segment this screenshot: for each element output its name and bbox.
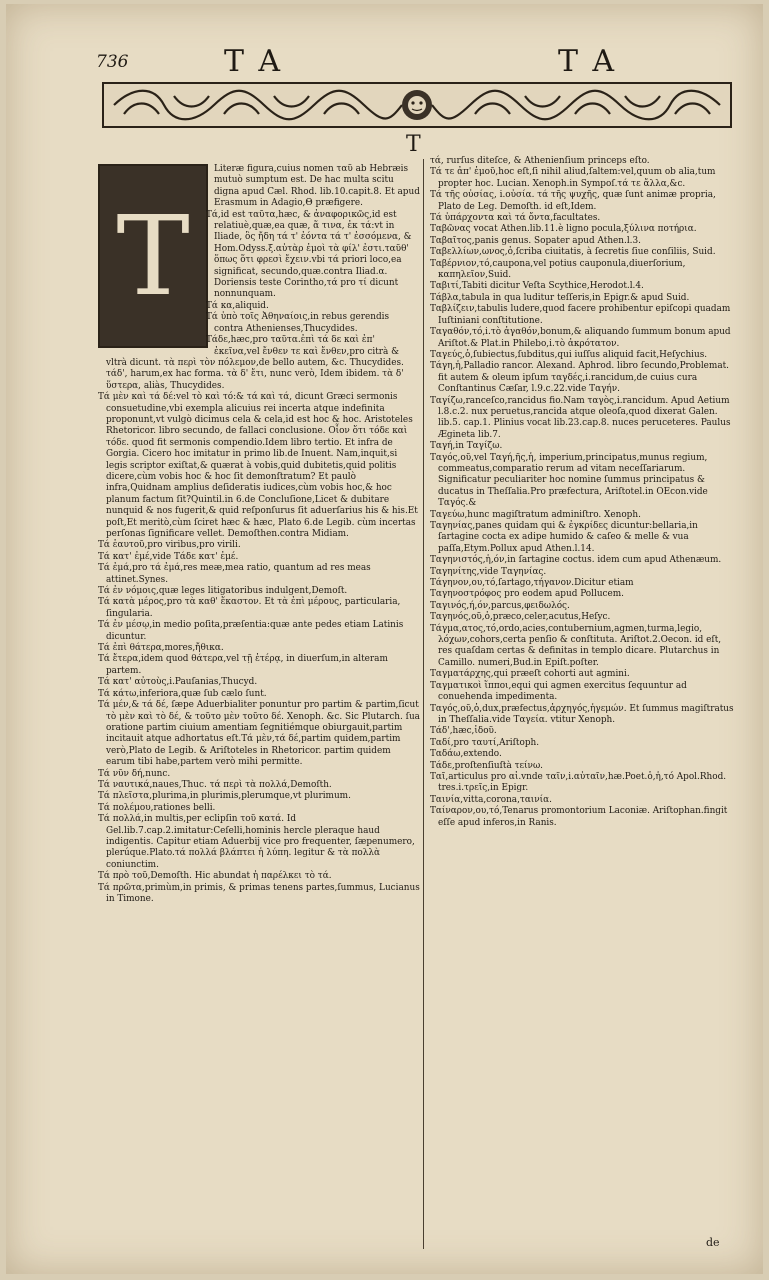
ornament-scroll-icon [104, 84, 730, 126]
dictionary-entry: Ταγηνοστρόφος pro eodem apud Pollucem. [430, 589, 625, 600]
dictionary-entry: Τά ἐπὶ θάτερα,mores,ἤθικα. [98, 643, 224, 654]
dictionary-entry: Ταβλίζειν,tabulis ludere,quod facere prohibentur epiſcopi quadam Iuſtiniani conſtitutione. [430, 304, 731, 326]
right-column [430, 156, 735, 829]
dictionary-entry: Ταγηνίας,panes quidam qui & ἐγκρίδες dicuntur:bellaria,in ſartagine cocta ex adipe humido & caſeo & melle & vua paſſa,Etym.Pollux apud Athen.l.14. [430, 521, 698, 554]
dictionary-entry: Ταβιτί,Tabiti dicitur Veſta Scythice,Herodot.l.4. [430, 281, 644, 292]
section-letter: T [406, 132, 421, 157]
dictionary-entry: Τάγηνον,ου,τό,ſartago,τήγανον.Dicitur etiam [430, 578, 634, 589]
dictionary-entry: Τά,id est ταῦτα,hæc, & ἀναφορικῶς,id est relatiuè,quæ,ea quæ, ἅ τινα, ἐκ τά:vt in Iliade, ὃς ἤδη τά τ' ἐόντα τά τ' ἐσσόμενα, & Hom.Odyss.ξ.αὐτὰρ ἐμοὶ τὰ φίλ' ἐστι.ταῦθ' ὅπως ὅτι φρεσὶ ἔχειν.vbi τά priori loco,ea significat, secundo,quæ.contra Iliad.α. Doriensis teste Corintho,τά pro τί dicunt nonnunquam. [206, 209, 412, 300]
dictionary-entry: Τά πλεῖστα,plurima,in plurimis,plerumque,vt plurimum. [98, 791, 351, 802]
dictionary-entry: Literæ figura,cuius nomen ταῦ ab Hebræis mutuò sumptum est. De hac multa scitu digna apud Cæl. Rhod. lib.10.capit.8. Et apud Erasmum in Adagio,Θ præfigere. [214, 164, 420, 209]
dictionary-entry: Τά ἐν νόμοις,quæ leges litigatoribus indulgent,Demoſt. [98, 586, 348, 597]
dictionary-entry: Ταγαθόν,τό,i.τὸ ἀγαθόν,bonum,& aliquando ſummum bonum apud Ariſtot.& Plat.in Philebo,i.τὸ ἀκρότατον. [430, 327, 731, 349]
dictionary-entry: Ταγματικοὶ ἵπποι,equi qui agmen exercitus ſequuntur ad conuehenda impedimenta. [430, 680, 687, 703]
dictionary-entry: Τά κατὰ μέρος,pro τὰ καθ' ἕκαστον. Et τὰ ἐπὶ μέρους, particularia, ſingularia. [98, 597, 401, 619]
dictionary-entry: Ταγηνίτης,vide Ταγηνίας. [430, 566, 547, 577]
book-page [6, 4, 763, 1274]
dictionary-entry: Ταγίζω,ranceſco,rancidus fio.Nam ταγὸς,i.rancidum. Apud Aetium l.8.c.2. nux peruetus,rancida atque oleoſa,quod dixerat Galen. lib.5. cap.1. Plinius vocat lib.23.cap.8. nuces peruceteres. Paulus Ægineta lib.7. [430, 395, 731, 440]
dictionary-entry: Τά μὲν καὶ τά δέ:vel τὸ καὶ τό:& τά καὶ τά, dicunt Græci sermonis consuetudine,vbi exempla alicuius rei incerta atque indefinita proponunt,vt vulgò dicimus cela & cela,id est hoc & hoc. Aristoteles Rhetoricor. libro secundo, de fallaci conclusione. Οἷον ὅτι τόδε καὶ τόδε. quod fit sermonis compendio.Idem libro tertio. Et infra de Gorgia. Cicero hoc imitatur in primo lib.de Inuent. Nam,inquit,si legis scriptor exiſtat,& quærat à vobis,quid dubitetis,quid politis dicere,cùm vobis hoc & hoc ſit demonſtratum? Et paulò infra,Quidnam amplius deſideratis iudices,cùm vobis hoc,& hoc planum factum ſit?Quintil.in 6.de Concluſione,Licet & dubitare nunquid & nos fugerit,& quid reſponſurus ſit aduerſarius his & his.Et poſt,Et meritò,cùm ſciret hæc & hæc, Plato 6.de Legib. cùm incertas perſonas ſignificare vellet. Demoſthen.contra Midiam. [98, 392, 418, 539]
dictionary-entry: Ταδί,pro ταυτί,Ariſtoph. [430, 737, 540, 748]
dictionary-entry: Τά τε ἀπ' ἐμοῦ,hoc eſt,ſi nihil aliud,ſaltem:vel,quum ob alia,tum propter hoc. Lucian. Xenoph.in Sympoſ.τά τε ἄλλα,&c. [430, 167, 716, 189]
dictionary-entry: Τά τῆς οὐσίας, i.οὐσία. τά τῆς ψυχῆς, quæ ſunt animæ propria, Plato de Leg. Demoſth. id eſt,Idem. [430, 190, 716, 212]
dictionary-entry: Ταῖ,articulus pro αἱ.vnde ταῖν,i.αὐταῖν,hæ.Poet.ὁ,ἡ,τό Apol.Rhod. tres.i.τρεῖς,in Epigr. [430, 771, 727, 794]
dictionary-entry: Ταγός,οῦ,ὁ,dux,præfectus,ἀρχηγός,ἡγεμών. Et ſummus magiſtratus in Theſſalia.vide Ταγεία. vtitur Xenoph. [430, 703, 734, 725]
dictionary-entry: Τά ὑπὸ τοῖς Ἀθηναίοις,in rebus gerendis contra Athenienses,Thucydides. [206, 312, 390, 334]
dictionary-entry: Τά ναυτικά,naues,Thuc. τά περὶ τὰ πολλά,Demoſth. [98, 779, 332, 790]
dictionary-entry: Ταβέρνιον,τό,caupona,vel potius cauponula,diuerſorium, καπηλεῖον,Suid. [430, 258, 686, 281]
drop-cap-letter: T [116, 192, 190, 320]
dictionary-entry: Τά ἐν μέσῳ,in medio poſita,præſentia:quæ ante pedes etiam Latinis dicuntur. [98, 620, 404, 642]
dictionary-entry: Τά μέν,& τά δέ, ſæpe Aduerbialiter ponuntur pro partim & partim,ſicut τὸ μὲν καὶ τὸ δέ, & τοῦτο μὲν τοῦτο δέ. Xenoph. &c. Sic Plutarch. ſua oratione partim ciuium amentiam ſegnitiémque obiurgauit,partim incitauit atque adhortatus eſt.Τά μὲν,τά δέ,partim quidem,partim verò,Plato de Legib. & Ariſtoteles in Rhetoricor. partim quidem earum tibi habe,partem verò mihi permitte. [98, 700, 420, 768]
dictionary-entry: Τά πολλά,in multis,per eclipſin τοῦ κατά. Id Gel.lib.7.cap.2.imitatur:Ceſelli,hominis hercle pleraque haud indigentis. Capitur etiam Aduerbij vice pro frequenter, ſæpenumero, plerúque.Plato.τά πολλά βλάπτει ἡ λύπη. legitur & τὰ πολλὰ coniunctim. [98, 814, 415, 870]
dictionary-entry: Τά νῦν δή,nunc. [98, 768, 171, 779]
left-column [98, 164, 420, 905]
dictionary-entry: Ταγινός,ή,όν,parcus,φειδωλός. [430, 600, 570, 611]
dictionary-entry: Ταγηνός,οῦ,ὁ,præco,celer,acutus,Heſyc. [430, 612, 611, 623]
dictionary-entry: Τά ὑπάρχοντα καὶ τά ὄντα,facultates. [430, 213, 601, 224]
dictionary-entry: Ταγός,οῦ,vel Ταγή,ῆς,ἡ, imperium,principatus,munus regium, commeatus,comparatio rerum ad vitam neceſſariarum. Significatur peculiariter hoc nomine ſummus principatus & ducatus in Theſſalia.Pro præfectura, Ariſtotel.in OEcon.vide Ταγός.& [430, 452, 708, 509]
dictionary-entry: Ταβῶνας vocat Athen.lib.11.è ligno pocula,ξύλινα ποτήρια. [430, 224, 697, 235]
dictionary-entry: Τάδ',hæc,ἰδοῦ. [430, 726, 497, 737]
drop-cap [98, 164, 208, 348]
dictionary-entry: Τά ἔτερα,idem quod θάτερα,vel τῇ ἑτέρᾳ, in diuerſum,in alteram partem. [98, 654, 388, 676]
dictionary-entry: Τά κατ' ἐμέ,vide Τάδε κατ' ἐμέ. [98, 551, 239, 562]
dictionary-entry: Ταγή,in Ταγίζω. [430, 441, 503, 452]
page-number: 736 [96, 52, 129, 72]
dictionary-entry: Τά πρῶτα,primùm,in primis, & primas tenens partes,ſummus, Lucianus in Timone. [98, 882, 420, 904]
dictionary-entry: Ταινία,vitta,corona,ταινία. [430, 794, 552, 805]
running-head-left: TA [224, 44, 297, 79]
dictionary-entry: Τά πρὸ τοῦ,Demoſth. Hic abundat ἡ παρέλκει τὸ τά. [98, 871, 332, 882]
dictionary-entry: Ταίναρον,ου,τό,Tenarus promontorium Laconiæ. Ariſtophan.fingit eſſe apud inferos,in Ranis. [430, 806, 728, 828]
dictionary-entry: Τάδε,proſtenſiuſtà τείνω. [430, 760, 544, 771]
dictionary-entry: Τάβλα,tabula in qua luditur teſſeris,in Epigr.& apud Suid. [430, 292, 690, 303]
dictionary-entry: Ταδάω,extendo. [430, 749, 502, 760]
dictionary-entry: Τάγμα,ατος,τό,ordo,acies,contubernium,agmen,turma,legio, λόχων,cohors,certa penſio & conſtituta. Ariſtot.2.Oecon. id eſt, res quaſdam certas & definitas in templo dicare. Plutarchus in Camillo. numeri,Bud.in Epiſt.poſter. [430, 623, 722, 668]
dictionary-entry: Τά ἐμά,pro τά ἐμά,res meæ,mea ratio, quantum ad res meas attinet.Synes. [98, 563, 371, 585]
dictionary-entry: Τάδε,hæc,pro ταῦτα.ἐπὶ τά δε καὶ ἐπ' ἐκεῖνα,vel ἔνθεν τε καὶ ἔνθεν,pro citrà & vltrà dicunt. τὰ περὶ τὸν πόλεμον,de bello autem, &c. Thucydides. τάδ', harum,ex hac forma. τὰ δ' ἔτι, nunc verò, Idem ibidem. τὰ δ' ὕστερα, aliàs, Thucydides. [106, 335, 404, 391]
dictionary-entry: Ταγεύω,hunc magiſtratum adminiſtro. Xenoph. [430, 509, 641, 520]
dictionary-entry: Τά πολέμου,rationes belli. [98, 802, 216, 813]
dictionary-entry: Τά κάτω,inferiora,quæ ſub cælo ſunt. [98, 688, 267, 699]
dictionary-entry: τά, rurſus diteſce, & Athenienſium princeps eſto. [430, 156, 650, 166]
catchword: de [706, 1236, 720, 1249]
dictionary-entry: Ταβελλίων,ωνος,ὁ,ſcriba ciuitatis, à ſecretis ſiue conſiliis, Suid. [430, 247, 716, 258]
dictionary-entry: Τά κα,aliquid. [206, 300, 269, 311]
dictionary-entry: Τά ἑαυτοῦ,pro viribus,pro virili. [98, 540, 241, 551]
dictionary-entry: Ταβαῖτος,panis genus. Sopater apud Athen.l.3. [430, 235, 641, 246]
dictionary-entry: Τάγη,ἡ,Palladio rancor. Alexand. Aphrod. libro ſecundo,Problemat. fit autem & oleum ipſum ταγδές,i.rancidum,de cuius cura Conſtantinus Cæſar, l.9.c.22.vide Ταγήν. [430, 361, 730, 395]
headpiece-ornament [102, 82, 732, 128]
dictionary-entry: Ταγματάρχης,qui præeſt cohorti aut agmini. [430, 669, 630, 680]
column-divider [423, 159, 424, 1249]
dictionary-entry: Ταγεύς,ὁ,ſubiectus,ſubditus,qui iuſſus aliquid facit,Heſychius. [430, 349, 708, 360]
dictionary-entry: Τά κατ' αὐτοὺς,i.Pauſanias,Thucyd. [98, 677, 258, 688]
dictionary-entry: Ταγηνιστός,ἡ,όν,in ſartagine coctus. idem cum apud Athenæum. [430, 555, 722, 566]
running-head-right: TA [558, 44, 631, 79]
